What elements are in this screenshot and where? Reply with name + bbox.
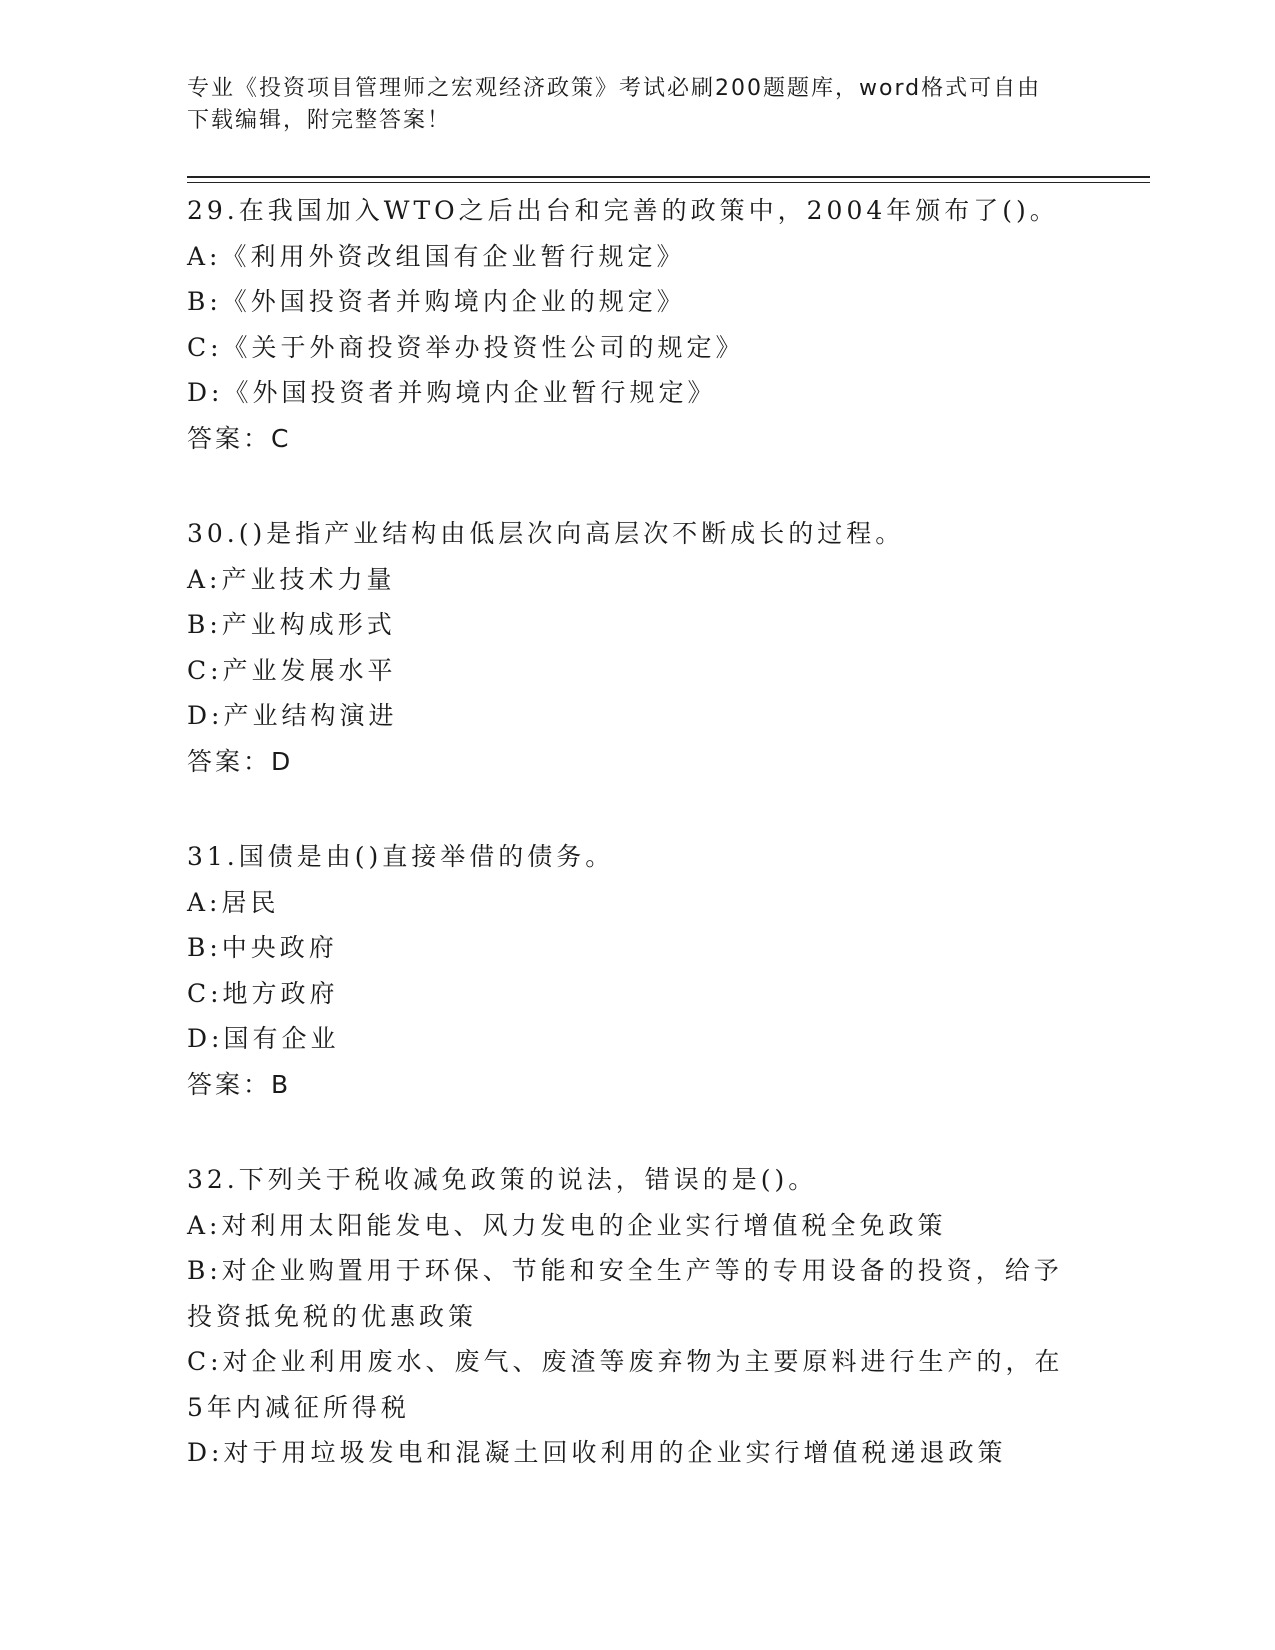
option-a: A:产业技术力量 — [187, 564, 396, 594]
option-d: D:《外国投资者并购境内企业暂行规定》 — [187, 378, 717, 407]
question-stem: 32.下列关于税收减免政策的说法，错误的是()。 — [187, 1165, 818, 1194]
answer-label: 答案：C — [187, 423, 292, 453]
header-line-1: 专业《投资项目管理师之宏观经济政策》考试必刷200题题库，word格式可自由 — [187, 76, 1042, 101]
question-stem: 31.国债是由()直接举借的债务。 — [187, 842, 615, 871]
option-d: D:对于用垃圾发电和混凝土回收利用的企业实行增值税递退政策 — [187, 1438, 1007, 1467]
question-stem: 30.()是指产业结构由低层次向高层次不断成长的过程。 — [187, 519, 905, 548]
answer-label: 答案：D — [187, 746, 294, 776]
option-c: C:《关于外商投资举办投资性公司的规定》 — [187, 332, 745, 362]
option-c: C:对企业利用废水、废气、废渣等废弃物为主要原料进行生产的，在5年内减征所得税 — [187, 1347, 1064, 1422]
option-c: C:地方政府 — [187, 978, 339, 1008]
question-list — [187, 188, 1067, 1526]
question-stem: 29.在我国加入WTO之后出台和完善的政策中，2004年颁布了()。 — [187, 196, 1059, 225]
header-divider-thin — [187, 182, 1150, 183]
question-30 — [187, 511, 1067, 784]
question-32 — [187, 1157, 1067, 1476]
option-b: B:产业构成形式 — [187, 610, 396, 639]
option-d: D:国有企业 — [187, 1024, 340, 1053]
option-b: B:对企业购置用于环保、节能和安全生产等的专用设备的投资，给予投资抵免税的优惠政策 — [187, 1256, 1063, 1331]
option-a: A:对利用太阳能发电、风力发电的企业实行增值税全免政策 — [187, 1210, 947, 1240]
question-29 — [187, 188, 1067, 461]
answer-label: 答案：B — [187, 1069, 292, 1099]
question-31 — [187, 834, 1067, 1107]
option-b: B:中央政府 — [187, 933, 338, 962]
document-header — [187, 73, 1067, 137]
option-c: C:产业发展水平 — [187, 655, 397, 685]
option-b: B:《外国投资者并购境内企业的规定》 — [187, 287, 686, 316]
option-a: A:《利用外资改组国有企业暂行规定》 — [187, 241, 686, 271]
header-line-2: 下载编辑，附完整答案！ — [187, 108, 452, 133]
option-a: A:居民 — [187, 887, 280, 917]
header-divider-thick — [187, 176, 1150, 178]
option-d: D:产业结构演进 — [187, 701, 398, 730]
